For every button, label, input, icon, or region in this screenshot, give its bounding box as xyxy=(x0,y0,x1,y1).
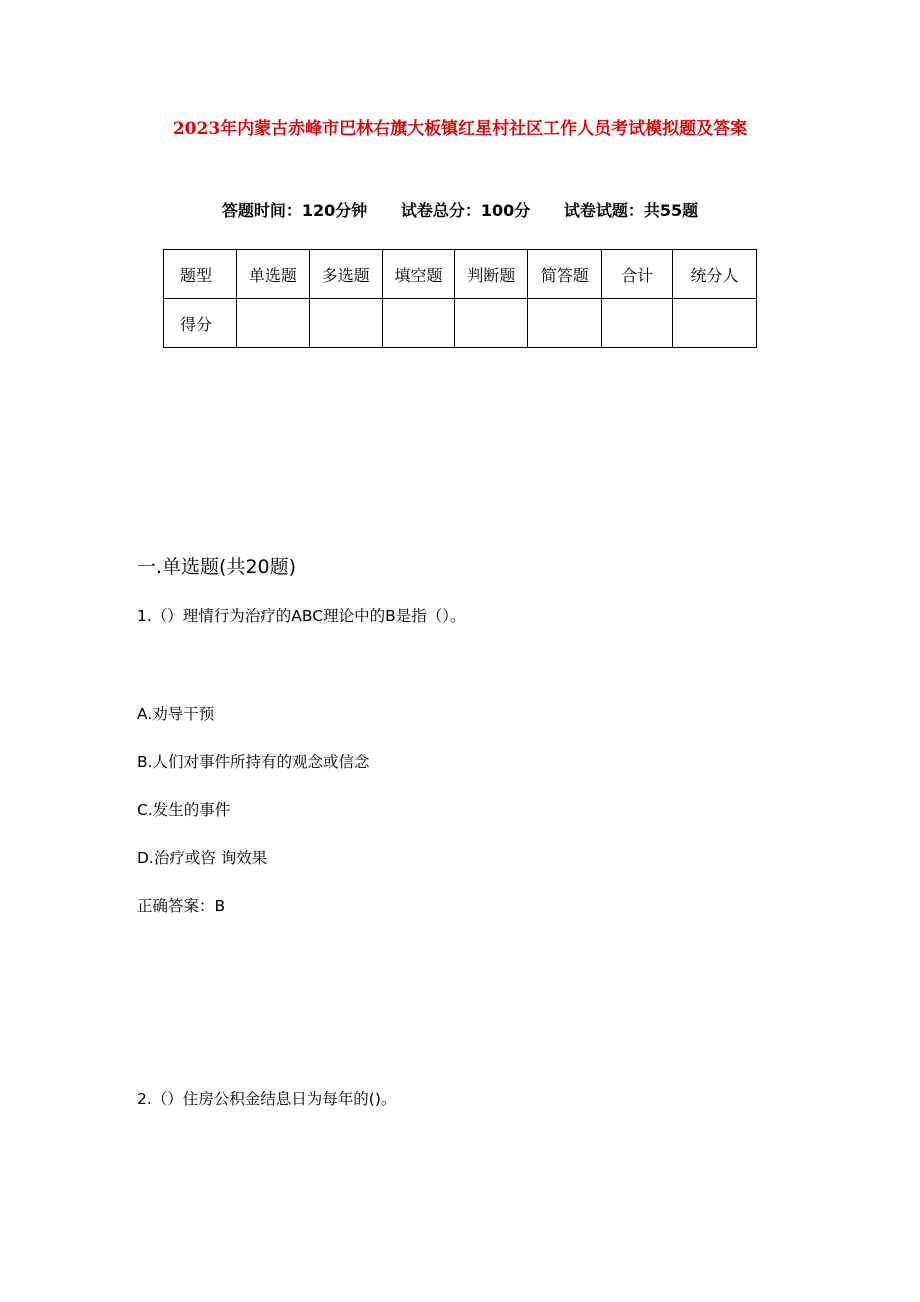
score-cell xyxy=(455,299,528,348)
score-cell xyxy=(236,299,309,348)
header-cell-true-false: 判断题 xyxy=(455,250,528,299)
header-cell-scorer: 统分人 xyxy=(673,250,757,299)
question-1-stem: 1.（）理情行为治疗的ABC理论中的B是指（）。 xyxy=(137,607,466,625)
header-cell-fill-blank: 填空题 xyxy=(382,250,455,299)
score-cell xyxy=(673,299,757,348)
header-cell-multiple-choice: 多选题 xyxy=(309,250,382,299)
exam-question-count: 试卷试题：共55题 xyxy=(563,201,699,220)
question-2-stem: 2.（）住房公积金结息日为每年的()。 xyxy=(137,1090,397,1108)
question-1-option-a: A.劝导干预 xyxy=(137,705,215,723)
question-1-option-b: B.人们对事件所持有的观念或信念 xyxy=(137,753,370,771)
exam-meta xyxy=(0,198,920,221)
score-cell xyxy=(602,299,673,348)
exam-time: 答题时间：120分钟 xyxy=(221,201,368,220)
score-table-score-row xyxy=(164,299,757,348)
header-cell-single-choice: 单选题 xyxy=(236,250,309,299)
score-cell xyxy=(382,299,455,348)
question-1-option-d: D.治疗或咨 询效果 xyxy=(137,849,268,867)
score-table-header-row xyxy=(164,250,757,299)
section-title: 一.单选题(共20题) xyxy=(137,556,297,578)
score-row-label: 得分 xyxy=(164,299,237,348)
score-cell xyxy=(309,299,382,348)
header-cell-short-answer: 简答题 xyxy=(528,250,602,299)
header-cell-type: 题型 xyxy=(164,250,237,299)
document-title: 2023年内蒙古赤峰市巴林右旗大板镇红星村社区工作人员考试模拟题及答案 xyxy=(172,119,748,139)
exam-total-score: 试卷总分：100分 xyxy=(400,201,531,220)
question-1-answer: 正确答案：B xyxy=(137,897,226,915)
score-cell xyxy=(528,299,602,348)
question-1-option-c: C.发生的事件 xyxy=(137,801,231,819)
score-table xyxy=(163,249,757,348)
header-cell-total: 合计 xyxy=(602,250,673,299)
